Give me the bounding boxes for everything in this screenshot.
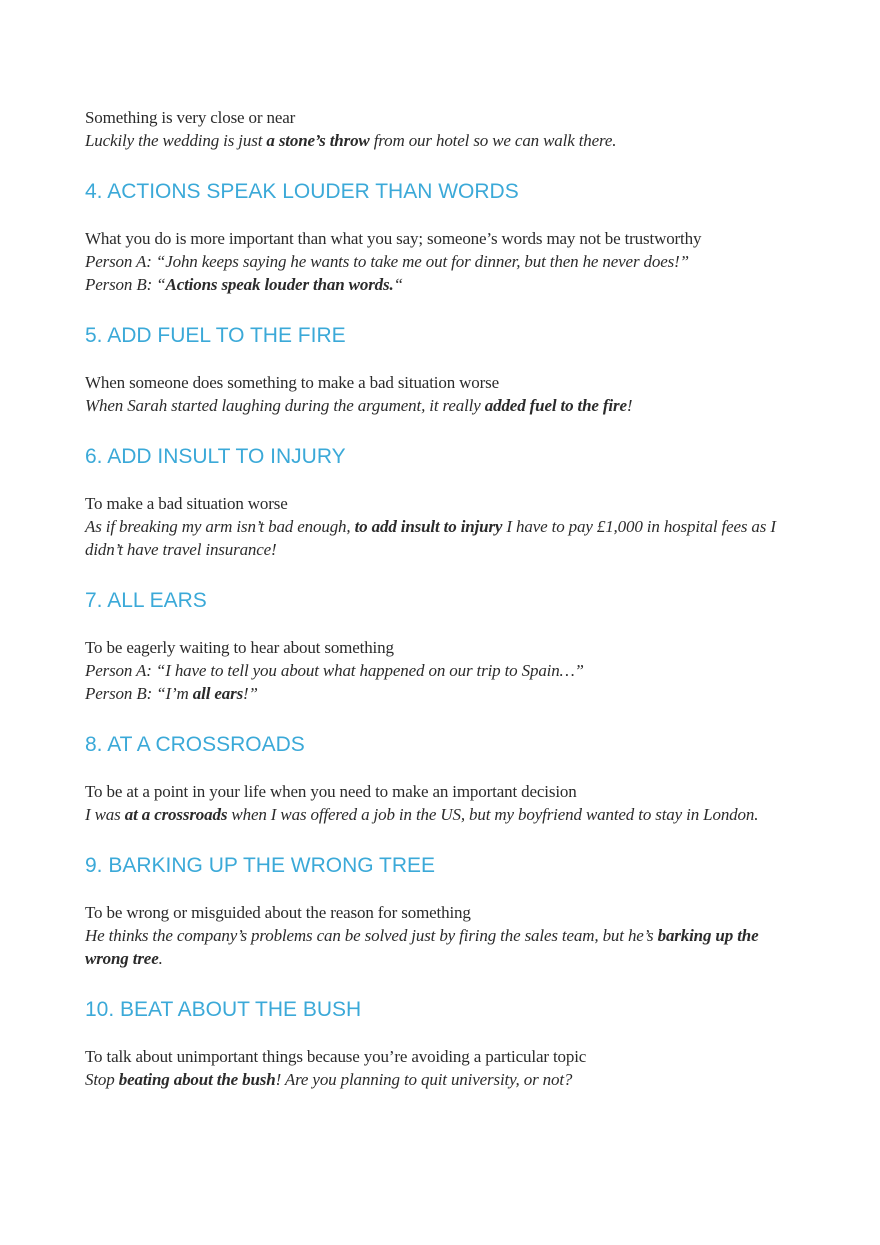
idiom-example — [85, 659, 805, 682]
idiom-section — [85, 180, 805, 296]
idiom-phrase: to add insult to injury — [354, 517, 503, 536]
idiom-example — [85, 924, 805, 970]
idiom-example — [85, 394, 805, 417]
idiom-phrase: beating about the bush — [118, 1070, 276, 1089]
example-text: I have to pay £1,000 in hospital fees as I didn’t have travel insurance! — [85, 517, 776, 559]
idiom-example — [85, 129, 805, 152]
example-text: Person A: “I have to tell you about what happened on our trip to Spain…” — [85, 661, 584, 680]
idiom-definition: To talk about unimportant things because you’re avoiding a particular topic — [85, 1047, 587, 1066]
example-text: Luckily the wedding is just — [85, 131, 267, 150]
idiom-phrase: a stone’s throw — [266, 131, 370, 150]
idiom-heading: 10. BEAT ABOUT THE BUSH — [85, 998, 362, 1021]
example-text: ! — [626, 396, 633, 415]
example-text: I was — [85, 805, 125, 824]
idiom-phrase: barking up the wrong tree — [85, 926, 759, 968]
idiom-definition: To be at a point in your life when you need to make an important decision — [85, 782, 577, 801]
idiom-heading: 7. ALL EARS — [85, 589, 207, 612]
idiom-heading: 4. ACTIONS SPEAK LOUDER THAN WORDS — [85, 180, 519, 203]
example-text: Person B: “ — [85, 275, 166, 294]
example-text: Person A: “John keeps saying he wants to take me out for dinner, but then he never does!” — [85, 252, 689, 271]
example-text: ! Are you planning to quit university, or not? — [275, 1070, 573, 1089]
idiom-section — [85, 733, 805, 826]
idiom-example — [85, 273, 805, 296]
example-text: When Sarah started laughing during the argument, it really — [85, 396, 485, 415]
idiom-section — [85, 445, 805, 561]
idiom-definition: To make a bad situation worse — [85, 494, 288, 513]
example-text: Stop — [85, 1070, 119, 1089]
idiom-section — [85, 998, 805, 1091]
idiom-section — [85, 324, 805, 417]
idiom-section — [85, 589, 805, 705]
idiom-phrase: Actions speak louder than words. — [165, 275, 394, 294]
idiom-definition: Something is very close or near — [85, 108, 296, 127]
example-text: . — [158, 949, 163, 968]
example-text: from our hotel so we can walk there. — [369, 131, 617, 150]
idiom-heading: 5. ADD FUEL TO THE FIRE — [85, 324, 346, 347]
example-text: As if breaking my arm isn’t bad enough, — [85, 517, 355, 536]
idiom-phrase: at a crossroads — [124, 805, 228, 824]
idiom-example — [85, 682, 805, 705]
idiom-example — [85, 803, 805, 826]
example-text: He thinks the company’s problems can be solved just by firing the sales team, but he’s — [85, 926, 658, 945]
example-text: !” — [243, 684, 258, 703]
idiom-heading: 6. ADD INSULT TO INJURY — [85, 445, 346, 468]
idiom-example — [85, 515, 805, 561]
idiom-definition: To be eagerly waiting to hear about something — [85, 638, 394, 657]
intro-section — [85, 106, 805, 152]
idiom-phrase: all ears — [192, 684, 244, 703]
document-page — [85, 106, 805, 1091]
idiom-phrase: added fuel to the fire — [484, 396, 627, 415]
example-text: “ — [393, 275, 403, 294]
example-text: when I was offered a job in the US, but my boyfriend wanted to stay in London. — [227, 805, 759, 824]
idiom-section — [85, 854, 805, 970]
idiom-definition: To be wrong or misguided about the reason for something — [85, 903, 471, 922]
idiom-example — [85, 250, 805, 273]
idiom-definition: What you do is more important than what you say; someone’s words may not be trustworthy — [85, 229, 702, 248]
idiom-definition: When someone does something to make a bad situation worse — [85, 373, 499, 392]
idiom-heading: 8. AT A CROSSROADS — [85, 733, 305, 756]
idiom-heading: 9. BARKING UP THE WRONG TREE — [85, 854, 436, 877]
example-text: Person B: “I’m — [85, 684, 193, 703]
idiom-example — [85, 1068, 805, 1091]
